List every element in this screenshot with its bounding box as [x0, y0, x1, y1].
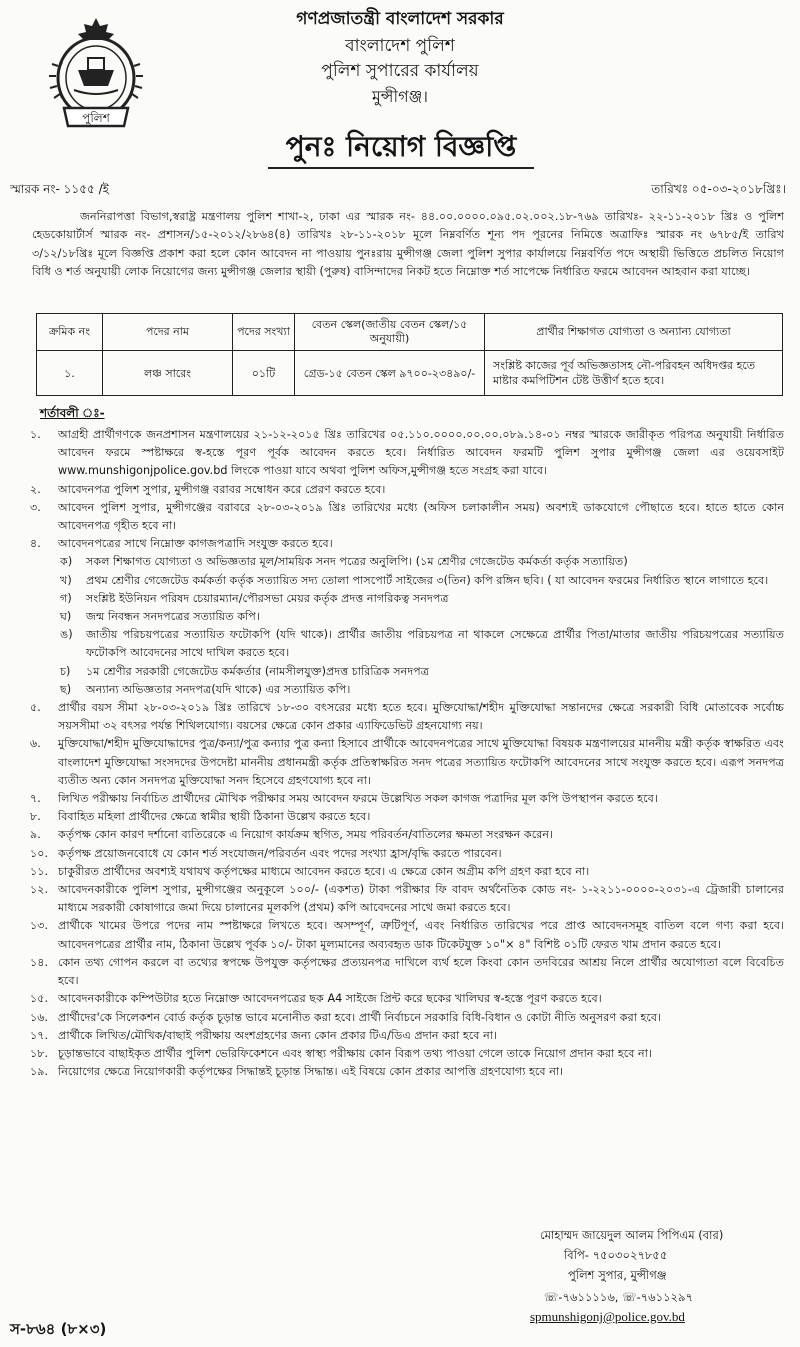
- condition-text: আগ্রহী প্রার্থীগণকে জনপ্রশাসন মন্ত্রণালয়ের ২১-১২-২০১৫ খ্রিঃ তারিখের ০৫.১১০.০০০০.০০.০০.০৮৯.১৪-০১ নম্বর স্মারকে জারীকৃত পরিপত্র অনুযায়ী নির্ধারিত আবেদন ফরমে স্পষ্টাক্ষরে স্ব-হস্তে পূরণ পূর্বক আবেদন করতে হবে। নির্ধারিত আবেদন ফরমটি পুলিশ সুপার মুন্সীগঞ্জ জেলা এর ওয়েবসাইট www.munshigonjpolice.gov.bd লিংকে পাওয়া যাবে অথবা পুলিশ অফিস,মুন্সীগঞ্জ হতে সংগ্রহ করা যাবে।: [58, 428, 784, 478]
- condition-number: ১০.: [30, 846, 49, 860]
- subitem-text: অন্যান্য অভিজ্ঞতার সনদপত্র(যদি থাকে) এর সত্যায়িত কপি।: [86, 682, 351, 696]
- document-subitem: [0, 553, 800, 571]
- condition-item: [0, 808, 800, 826]
- subitem-text: ১ম শ্রেণীর সরকারী গেজেটেড কর্মকর্তার (নামসীলযুক্ত)প্রদত্ত চারিত্রিক সনদপত্র: [86, 664, 429, 678]
- condition-text: প্রার্থীকে লিখিত/মৌখিক/বাছাই পরীক্ষায় অংশগ্রহণের জন্য কোন প্রকার টিএ/ডিএ প্রদান করা হবে না।: [58, 1028, 497, 1042]
- office-name: পুলিশ সুপারের কার্যালয়: [321, 61, 479, 81]
- subitem-letter: ঘ): [60, 610, 72, 624]
- condition-item: [0, 481, 800, 499]
- condition-number: ১.: [30, 428, 41, 441]
- condition-item: [0, 499, 800, 535]
- condition-text: বিবাহিত মহিলা প্রার্থীদের ক্ষেত্রে স্বামীর স্থায়ী ঠিকানা উল্লেখ করতে হবে।: [58, 810, 371, 824]
- document-subitem: [0, 590, 800, 608]
- condition-text: প্রার্থীদের'কে সিলেকশন বোর্ড কর্তৃক চূড়ান্ত ভাবে মনোনীত করা হবে। প্রার্থী নির্বাচনে সরকারি বিধি-বিধান ও কোটা নীতি অনুসরণ করা হবে।: [58, 1010, 662, 1024]
- condition-text: চূড়ান্তভাবে বাছাইকৃত প্রার্থীর পুলিশ ভেরিফিকেশনে এবং স্বাস্থ্য পরীক্ষায় কোন বিরূপ তথ্য পাওয়া গেলে তাকে নিয়োগ প্রদান করা হবে না।: [58, 1046, 652, 1060]
- subitem-letter: ছ): [60, 682, 72, 696]
- condition-text: লিখিত পরীক্ষায় নির্বাচিত প্রার্থীদের মৌখিক পরীক্ষার সময় আবেদন ফরমে উল্লেখিত সকল কাগজ পত্রাদির মূল কপি উপস্থাপন করতে হবে।: [58, 792, 658, 806]
- contact-email-link[interactable]: spmunshigonj@police.gov.bd: [530, 1309, 685, 1324]
- contact-phones: ☏-৭৬১১১১৬, ☏-৭৬১১২৯৭: [544, 1290, 693, 1304]
- document-subitem: [0, 626, 800, 662]
- condition-text: কোন তথ্য গোপন করলে বা তথ্যের স্বপক্ষে উপযুক্ত কর্তৃপক্ষের প্রত্যয়নপত্র দাখিলে ব্যর্থ হলে কিংবা কোন তদবিরের আশ্রয় নিলে প্রার্থীর অযোগ্যতা বলে বিবেচিত হবে।: [58, 955, 784, 988]
- cell-salary: গ্রেড-১৫ বেতন স্কেল ৯৭০০-২৩৪৯০/-: [295, 351, 485, 396]
- condition-number: ১৯.: [30, 1065, 49, 1079]
- condition-text: আবেদনকারীকে পুলিশ সুপার, মুন্সীগঞ্জের অনুকূলে ১০০/- (একশত) টাকা পরীক্ষার ফি বাবদ অর্থনৈতিক কোড নং- ১-২২১১-০০০০-২০৩১-এ ট্রেজারী চালানের মাধ্যমে সরকারী কোষাগারে জমা দিয়ে চালানের মূলকপি (প্রথম) কপি আবেদনের সাথে জমা করতে হবে।: [58, 883, 784, 915]
- condition-item: [0, 1063, 800, 1081]
- district-name: মুন্সীগঞ্জ।: [372, 87, 428, 106]
- police-emblem-logo: [44, 12, 148, 136]
- document-subitem: [0, 572, 800, 590]
- condition-item: [0, 917, 800, 953]
- condition-item: [0, 535, 800, 553]
- condition-item: [0, 699, 800, 735]
- condition-item: [0, 863, 800, 881]
- subitem-letter: গ): [60, 591, 72, 605]
- condition-number: ৮.: [30, 810, 41, 824]
- col-count-header: পদের সংখ্যা: [233, 314, 295, 351]
- cell-qualification: সংশ্লিষ্ট কাজের পূর্ব অভিজ্ঞতাসহ নৌ-পরিবহন অধিদপ্তর হতে মাষ্টার কমপিটিশন টেষ্ট উত্তীর্ণ হতে হবে।: [485, 351, 783, 396]
- condition-item: [0, 990, 800, 1008]
- print-code: স-৮৬৪ (৮×৩): [10, 1320, 107, 1338]
- condition-item: [0, 881, 800, 917]
- subitem-text: সংশ্লিষ্ট ইউনিয়ন পরিষদ চেয়ারম্যান/পৌরসভা মেয়র কর্তৃক প্রদত্ত নাগরিকত্ব সনদপত্র: [86, 591, 449, 605]
- condition-number: ১৪.: [30, 955, 49, 969]
- condition-text: আবেদনপত্র পুলিশ সুপার, মুন্সীগঞ্জ বরাবর সম্বোধন করে প্রেরণ করতে হবে।: [58, 482, 386, 496]
- condition-text: আবেদনকারীকে কম্পিউটার হতে নিম্নোক্ত আবেদনপত্রের ছক A4 সাইজে প্রিন্ট করে ছকের খালিঘর স্ব-হস্তে পূরণ করতে হবে।: [58, 992, 602, 1006]
- title-underline: [268, 167, 534, 169]
- col-post-header: পদের নাম: [103, 314, 233, 351]
- subitem-text: জাতীয় পরিচয়পত্রের সত্যায়িত ফটোকপি (যদি থাকে)। প্রার্থীর জাতীয় পরিচয়পত্র না থাকলে সেক্ষেত্রে প্রার্থীর পিতা/মাতার জাতীয় পরিচয়পত্রের সত্যায়িত ফটোকপি আবেদনের সাথে দাখিল করতে হবে।: [86, 628, 784, 660]
- signatory-designation: পুলিশ সুপার, মুন্সীগঞ্জ: [568, 1268, 667, 1282]
- condition-number: ৬.: [30, 737, 41, 751]
- subitem-letter: ক): [60, 555, 73, 569]
- condition-number: ৯.: [30, 828, 41, 842]
- condition-text: কর্তৃপক্ষ কোন কারণ দর্শানো ব্যতিরেকে এ নিয়োগ কার্যক্রম স্থগিত, সময় পরিবর্তন/বাতিলের ক্ষমতা সংরক্ষন করেন।: [58, 828, 554, 842]
- condition-item: [0, 1045, 800, 1063]
- department-name: বাংলাদেশ পুলিশ: [345, 36, 455, 56]
- condition-number: ১৭.: [30, 1028, 49, 1042]
- condition-number: ৩.: [30, 500, 41, 514]
- condition-number: ১৩.: [30, 919, 49, 933]
- intro-paragraph: জননিরাপত্তা বিভাগ,স্বরাষ্ট্র মন্ত্রণালয় পুলিশ শাখা-২, ঢাকা এর স্মারক নং- ৪৪.০০.০০০০.০৯৫.০২.০০২.১৮-৭৬৯ তারিখঃ- ২২-১১-২০১৮ খ্রিঃ ও পুলিশ হেডকোয়ার্টার্স স্মারক নং- প্রশাসন/১৫-২০১২/২৮৬৪(৪) তারিখঃ ২৮-১১-২০১৮ মূলে নিম্নবর্ণিত শূন্য পদ পূরনের নিমিত্তে অত্রাফিঃ স্মারক নং ৬৭৮৫/ই তারিখ ৩/১২/১৮খ্রিঃ মূলে বিজ্ঞপ্তি প্রকাশ করা হলে কোন আবেদন না পাওয়ায় পুনঃরায় মুন্সীগঞ্জ জেলা পুলিশ সুপার কার্যালয়ে নিম্নবর্ণিত পদে অস্থায়ী ভিত্তিতে প্রচলিত নিয়োগ বিধি ও শর্ত অনুযায়ী লোক নিয়োগের জন্য মুন্সীগঞ্জ জেলার স্থায়ী (পুরুষ) বাসিন্দাদের নিকট হতে নিম্নোক্ত শর্ত সাপেক্ষে নির্ধারিত ফরমে আবেদন আহবান করা যাচ্ছে।: [32, 210, 784, 279]
- condition-text: প্রার্থীকে খামের উপরে পদের নাম স্পষ্টাক্ষরে লিখতে হবে। অসম্পূর্ণ, ত্রুটিপূর্ণ, এবং নির্ধারিত তারিখের পরে প্রাপ্ত আবেদনসমূহ বাতিল বলে গণ্য করা হবে। আবেদনপত্রের প্রার্থীর নাম, ঠিকানা উল্লেখ পূর্বক ১০/- টাকা মূল্যমানের অব্যবহৃত ডাক টিকেটযুক্ত ১০"× ৪" বিশিষ্ট ০১টি ফেরত খাম প্রদান করতে হবে।: [58, 919, 784, 951]
- condition-number: ১১.: [30, 864, 49, 878]
- col-qualification-header: প্রার্থীর শিক্ষাগত যোগ্যতা ও অন্যান্য যোগ্যতা: [485, 314, 783, 351]
- svg-text:পুলিশ: পুলিশ: [82, 111, 110, 125]
- condition-text: চাকুরীরত প্রার্থীদের অবশ্যই যথাযথ কর্তৃপক্ষের মাধ্যমে আবেদন করতে হবে। এ ক্ষেত্রে কোন অগ্রীম কপি গ্রহণ করা হবে না।: [58, 864, 590, 878]
- cell-post: লঞ্চ সারেং: [103, 351, 233, 396]
- condition-item: [0, 845, 800, 863]
- condition-text: মুক্তিযোদ্ধা/শহীদ মুক্তিযোদ্ধাদের পুত্র/কন্যা/পুত্র কন্যার পুত্র কন্যা হিসাবে প্রার্থীকে আবেদনপত্রের সাথে মুক্তিযোদ্ধা বিষয়ক মন্ত্রণালয়ের মাননীয় মন্ত্রী কর্তৃক স্বাক্ষরিত এবং বাংলাদেশ মুক্তিযোদ্ধা সংসদদের উপদেষ্টা মাননীয় প্রধানমন্ত্রী কর্তৃক প্রতিস্বাক্ষরিত সনদ পত্রের সত্যায়িত ফটোকপি আবেদনের সাথে সংযুক্ত করতে হবে। এরূপ সনদপত্র ব্যতীত অন্য কোন সনদপত্র মুক্তিযোদ্ধা সনদ হিসেবে গ্রহণযোগ্য হবে না।: [58, 737, 784, 787]
- vacancy-table: [36, 313, 783, 396]
- condition-item: [0, 790, 800, 808]
- condition-text: নিয়োগের ক্ষেত্রে নিয়োগকারী কর্তৃপক্ষের সিদ্ধান্তই চূড়ান্ত সিদ্ধান্ত। এই বিষয়ে কোন প্রকার আপত্তি গ্রহণযোগ্য হবে না।: [58, 1065, 564, 1079]
- subitem-text: প্রথম শ্রেণীর গেজেটেড কর্মকর্তা কর্তৃক সত্যায়িত সদ্য তোলা পাসপোর্ট সাইজের ৩(তিন) কপি রঙ্গিন ছবি। ( যা আবেদন ফরমের নির্ধারিত স্থানে লাগাতে হবে।: [86, 573, 769, 587]
- conditions-title: শর্তাবলী ঃ-: [40, 406, 105, 420]
- condition-number: ১৬.: [30, 1010, 49, 1024]
- condition-number: ১৫.: [30, 992, 49, 1006]
- condition-number: ৭.: [30, 792, 41, 806]
- subitem-letter: ঙ): [60, 628, 73, 642]
- document-subitem: [0, 681, 800, 699]
- subitem-text: জন্ম নিবন্ধন সনদপত্রের সত্যায়িত কপি।: [86, 610, 260, 624]
- signatory-bp-number: বিপি- ৭৫০৩০২৭৮৫৫: [564, 1248, 668, 1262]
- condition-item: [0, 1009, 800, 1027]
- condition-item: [0, 1027, 800, 1045]
- col-salary-header: বেতন স্কেল(জাতীয় বেতন স্কেল/১৫ অনুযায়ী): [295, 314, 485, 351]
- condition-item: [0, 826, 800, 844]
- government-name: গণপ্রজাতন্ত্রী বাংলাদেশ সরকার: [296, 9, 504, 29]
- condition-number: ২.: [30, 482, 41, 496]
- notice-date: তারিখঃ ০৫-০৩-২০১৮খ্রিঃ।: [651, 182, 786, 196]
- subitem-letter: চ): [60, 664, 71, 678]
- conditions-list: [0, 426, 800, 1081]
- condition-text: আবেদন পুলিশ সুপার, মুন্সীগঞ্জের বরাবরে ২৮-০৩-২০১৯ খ্রিঃ তারিখের মধ্যে (অফিস চলাকালীন সময়) অবশ্যই ডাকযোগে পৌছাতে হবে। হাতে হাতে কোন আবেদনপত্র গৃহীত হবে না।: [58, 500, 784, 533]
- table-header-row: [37, 314, 783, 351]
- condition-number: ১২.: [30, 883, 49, 897]
- memo-number: স্মারক নং- ১১৫৫ /ই: [10, 182, 109, 196]
- signatory-name: মোহাম্মদ জায়েদুল আলম পিপিএম (বার): [540, 1228, 724, 1242]
- notice-title: পুনঃ নিয়োগ বিজ্ঞপ্তি: [285, 130, 517, 163]
- document-subitem: [0, 608, 800, 626]
- condition-number: ৪.: [30, 537, 41, 551]
- condition-text: প্রার্থীর বয়স সীমা ২৮-০৩-২০১৯ খ্রিঃ তারিখে ১৮-৩০ বৎসরের মধ্যে হতে হবে। মুক্তিযোদ্ধা/শহীদ মুক্তিযোদ্ধা সন্তানদের ক্ষেত্রে সরকারী বিধি মোতাবেক সর্বোচ্চ সয়সসীমা ৩২ বৎসর পর্যন্ত শিথিলযোগ্য। বয়সের ক্ষেত্রে কোন প্রকার এ্যাফিডেভিট গ্রহনযোগ্য নয়।: [58, 701, 784, 733]
- cell-count: ০১টি: [233, 351, 295, 396]
- condition-number: ১৮.: [30, 1046, 49, 1060]
- condition-item: [0, 735, 800, 790]
- cell-serial: ১.: [37, 351, 103, 396]
- condition-number: ৫.: [30, 701, 41, 715]
- table-row: [37, 351, 783, 396]
- condition-text: কর্তৃপক্ষ প্রয়োজনবোধে যে কোন শর্ত সংযোজন/পরিবর্তন এবং পদের সংখ্যা হ্রাস/বৃদ্ধি করতে পারবেন।: [58, 846, 502, 860]
- condition-item: [0, 954, 800, 990]
- condition-item: [0, 426, 800, 481]
- document-subitem: [0, 663, 800, 681]
- col-serial-header: ক্রমিক নং: [37, 314, 103, 351]
- subitem-letter: খ): [60, 573, 72, 587]
- condition-text: আবেদনপত্রের সাথে নিম্নোক্ত কাগজপত্রাদি সংযুক্ত করতে হবে।: [58, 537, 333, 551]
- subitem-text: সকল শিক্ষাগত যোগ্যতা ও অভিজ্ঞতার মূল/সাময়িক সনদ পত্রের অনুলিপি। (১ম শ্রেণীর গেজেটেড কর্মকর্তা কর্তৃক সত্যায়িত): [86, 555, 628, 569]
